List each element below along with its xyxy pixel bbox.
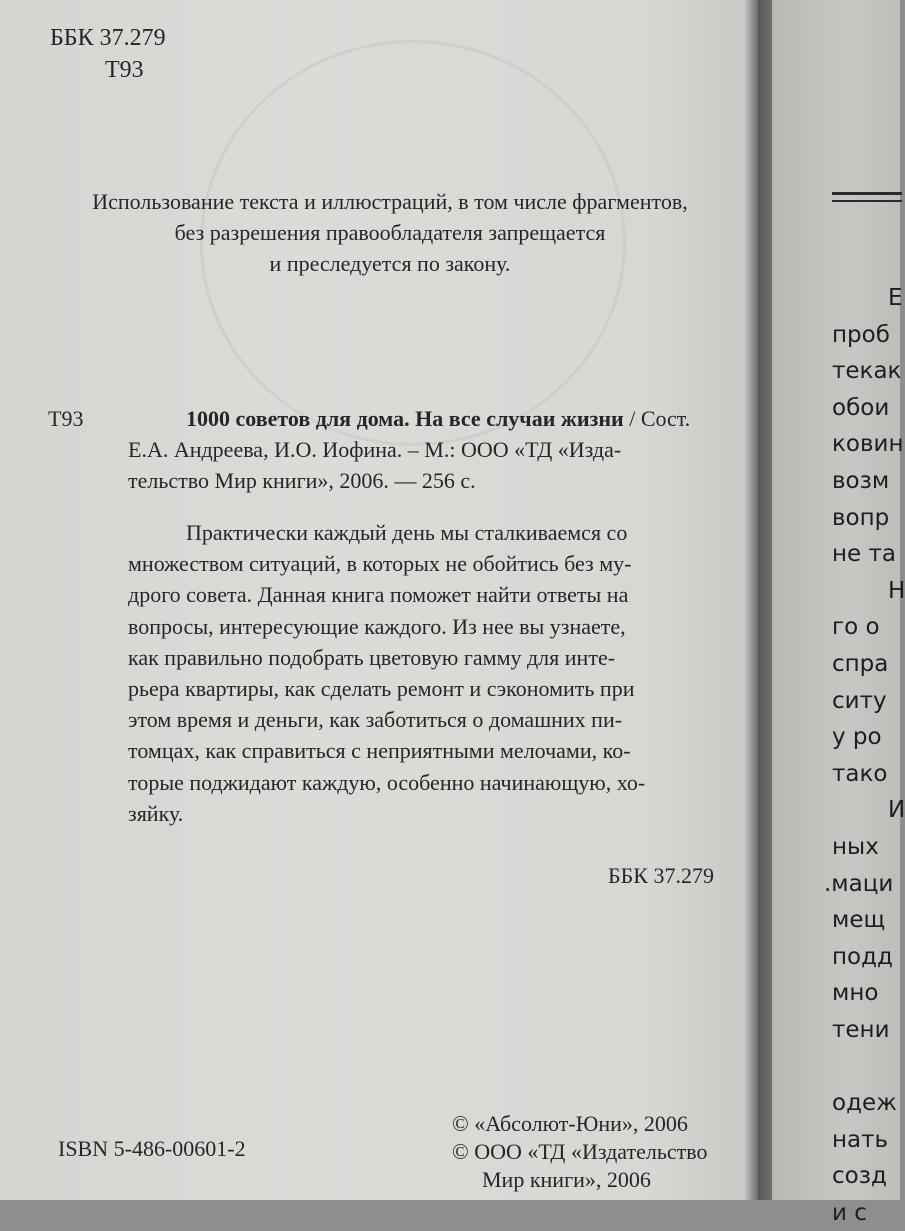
fragment-line: Е — [888, 285, 903, 311]
fragment-line: тако — [832, 760, 888, 787]
annotation-line: как правильно подобрать цветовую гамму для инте- — [128, 644, 616, 670]
author-code: Т93 — [105, 57, 144, 83]
catalog-code: Т93 — [48, 406, 84, 431]
fragment-line: не та — [832, 541, 896, 568]
copyright-block — [452, 1110, 708, 1194]
bbk-index: ББК 37.279 — [50, 25, 166, 51]
fragment-line: ных — [832, 833, 879, 860]
annotation-line: этом время и деньги, как заботиться о домашних пи- — [128, 707, 623, 733]
annotation-line: торые поджидают каждую, особенно начинающую, хо- — [128, 769, 646, 795]
annotation-line: томцах, как справиться с неприятными мелочами, ко- — [128, 738, 631, 764]
annotation-line: множеством ситуаций, в которых не обойтись без му- — [128, 551, 632, 577]
fragment-line: обои — [832, 394, 890, 421]
fragment-line — [832, 1048, 905, 1085]
fragment-line: подд — [832, 943, 893, 970]
fragment-line: И — [888, 797, 905, 824]
fragment-line: мещ — [832, 907, 886, 934]
annotation-line: дрого совета. Данная книга поможет найти ответы на — [128, 582, 629, 608]
notice-line: и преследуется по закону. — [269, 251, 511, 276]
notice-line: Использование текста и иллюстраций, в том числе фрагментов, — [92, 189, 688, 214]
notice-line: без разрешения правообладателя запрещается — [174, 220, 606, 245]
bibliographic-record — [128, 403, 740, 496]
copyright-line: Мир книги», 2006 — [482, 1167, 651, 1192]
fragment-line: одеж — [832, 1090, 897, 1117]
header-rule — [832, 192, 902, 195]
adjacent-page-text — [824, 280, 905, 1231]
copyright-line: © ООО «ТД «Издательство — [452, 1139, 708, 1164]
bbk-footer: ББК 37.279 — [608, 863, 714, 888]
fragment-line: проб — [832, 321, 890, 348]
header-rule — [832, 200, 902, 202]
fragment-line: и с — [832, 1199, 867, 1226]
fragment-line: .маци — [824, 870, 894, 897]
fragment-line: созд — [832, 1163, 887, 1190]
annotation-line: Практически каждый день мы сталкиваемся со — [186, 520, 628, 545]
fragment-line: вопр — [832, 504, 890, 531]
annotation-line: рьера квартиры, как сделать ремонт и сэкономить при — [128, 676, 635, 702]
biblio-line: Е.А. Андреева, И.О. Иофина. – М.: ООО «ТД «Изда- — [128, 437, 622, 462]
fragment-line: мно — [832, 980, 879, 1007]
fragment-line: у ро — [832, 724, 882, 751]
fragment-line: возм — [832, 467, 890, 494]
fragment-line: тени — [832, 1016, 890, 1043]
isbn: ISBN 5-486-00601-2 — [58, 1136, 246, 1161]
title-tail: / Сост. — [623, 406, 691, 431]
annotation — [128, 517, 728, 829]
annotation-line: вопросы, интересующие каждого. Из нее вы узнаете, — [128, 613, 626, 639]
fragment-line: ковин — [832, 431, 904, 458]
biblio-line: тельство Мир книги», 2006. — 256 с. — [128, 468, 476, 493]
biblio-line — [128, 403, 740, 434]
book-spine-shadow — [744, 0, 774, 1200]
fragment-line: текак — [832, 358, 902, 385]
copyright-line: © «Абсолют-Юни», 2006 — [452, 1111, 688, 1136]
fragment-line: спра — [832, 650, 889, 677]
annotation-line: зяйку. — [128, 800, 184, 826]
fragment-line: Н — [888, 577, 905, 604]
fragment-line: ситу — [832, 687, 887, 714]
fragment-line: го о — [832, 614, 880, 641]
copyright-notice — [40, 186, 740, 279]
fragment-line: нать — [832, 1126, 889, 1153]
bbk-header — [50, 22, 166, 86]
book-title: 1000 советов для дома. На все случаи жизни — [186, 406, 624, 431]
